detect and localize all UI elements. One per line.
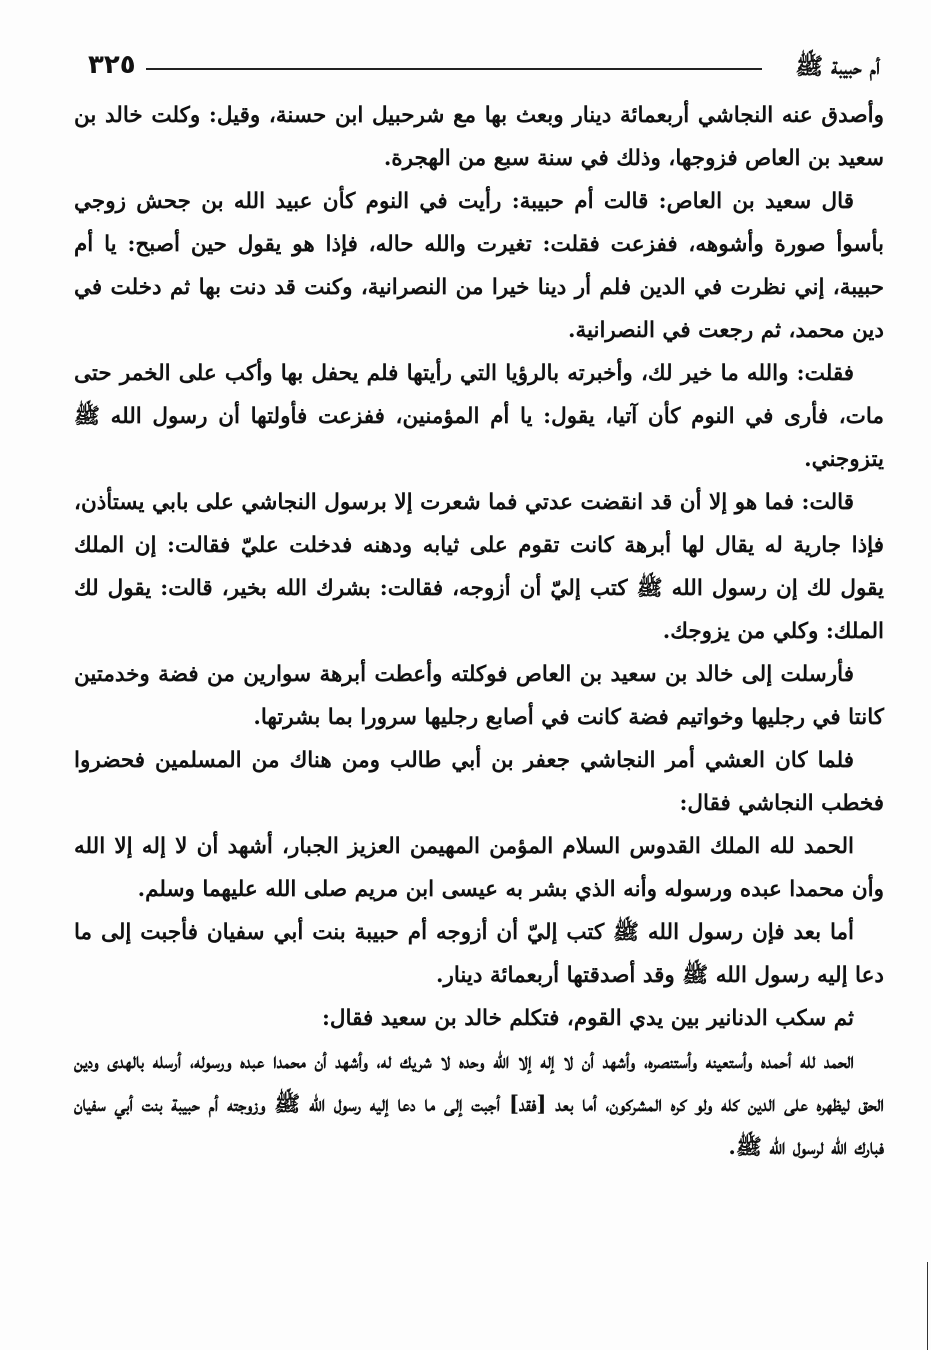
- paragraph-khalid-sermon: الحمد لله أحمده وأستعينه وأستنصره، وأشهد أن لا إله إلا الله وحده لا شريك له، وأشهد أن محمدا عبده ورسوله، أرسله بالهدى ودين الحق ليظهره على الدين كله ولو كره المشركون، أما بعد [فقد] أجبت إلى ما دعا إليه رسول الله ﷺ وزوجته أم حبيبة بنت أبي سفيان فبارك الله لرسول الله ﷺ.: [74, 1049, 884, 1160]
- paragraph-dowry: وأصدق عنه النجاشي أربعمائة دينار وبعث بها مع شرحبيل ابن حسنة، وقيل: وكلت خالد بن سعيد بن العاص فزوجها، وذلك في سنة سبع من الهجرة.: [74, 103, 884, 171]
- body-text: [74, 94, 884, 1169]
- paragraph-interpretation: فقلت: والله ما خير لك، وأخبرته بالرؤيا التي رأيتها فلم يحفل بها وأكب على الخمر حتى مات، فأرى في النوم كأن آتيا، يقول: يا أم المؤمنين، ففزعت فأولتها أن رسول الله ﷺ يتزوجني.: [74, 361, 884, 472]
- running-title: أم حبيبة ﷺ: [795, 53, 880, 80]
- paragraph-dinars: ثم سكب الدنانير بين يدي القوم، فتكلم خالد بن سعيد فقال:: [321, 1006, 854, 1031]
- page-header: [80, 46, 880, 90]
- paragraph-marriage: أما بعد فإن رسول الله ﷺ كتب إليّ أن أزوجه أم حبيبة بنت أبي سفيان فأجبت إلى ما دعا إليه رسول الله ﷺ وقد أصدقتها أربعمائة دينار.: [74, 920, 884, 988]
- header-rule: [146, 68, 762, 70]
- paragraph-bracelets: فأرسلت إلى خالد بن سعيد بن العاص فوكلته وأعطت أبرهة سوارين من فضة وخدمتين كانتا في رجليها وخواتيم فضة كانت في أصابع رجليها سرورا بما بشرتها.: [74, 662, 884, 730]
- paragraph-dream: قال سعيد بن العاص: قالت أم حبيبة: رأيت في النوم كأن عبيد الله بن جحش زوجي بأسوأ صورة وأشوهه، ففزعت فقلت: تغيرت والله حاله، فإذا هو يقول حين أصبح: يا أم حبيبة، إني نظرت في الدين فلم أر دينا خيرا من النصرانية، وكنت قد دنت بها ثم دخلت في دين محمد، ثم رجعت في النصرانية.: [74, 189, 885, 343]
- paragraph-messenger: قالت: فما هو إلا أن قد انقضت عدتي فما شعرت إلا برسول النجاشي على بابي يستأذن، فإذا جارية له يقال لها أبرهة كانت تقوم على ثيابه ودهنه فدخلت عليّ فقالت: إن الملك يقول لك إن رسول الله ﷺ كتب إليّ أن أزوجه، فقالت: بشرك الله بخير، قالت: يقول لك الملك: وكلي من يزوجك.: [74, 490, 884, 644]
- page-number: ٣٢٥: [88, 50, 136, 80]
- scan-margin-line: [927, 1262, 928, 1350]
- paragraph-gathering: فلما كان العشي أمر النجاشي جعفر بن أبي طالب ومن هناك من المسلمين فحضروا فخطب النجاشي فقال:: [74, 748, 884, 816]
- paragraph-sermon: الحمد لله الملك القدوس السلام المؤمن المهيمن العزيز الجبار، أشهد أن لا إله إلا الله وأن محمدا عبده ورسوله وأنه الذي بشر به عيسى ابن مريم صلى الله عليهما وسلم.: [74, 834, 884, 902]
